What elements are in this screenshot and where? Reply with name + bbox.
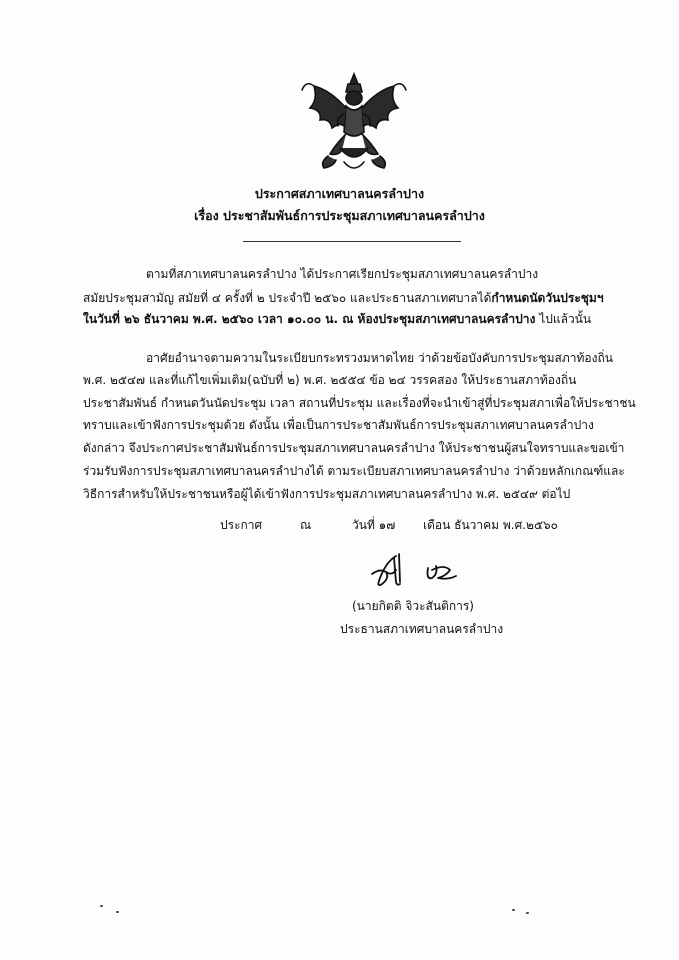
scan-speck (100, 905, 103, 907)
paragraph-2-line-2: พ.ศ. ๒๕๔๗ และที่แก้ไขเพิ่มเติม(ฉบับที่ ๒) พ.ศ. ๒๕๕๔ ข้อ ๒๔ วรรคสอง ให้ประธานสภาท้องถิ่น (83, 373, 577, 387)
paragraph-2-line-5: ดังกล่าว จึงประกาศประชาสัมพันธ์การประชุมสภาเทศบาลนครลำปาง ให้ประชาชนผู้สนใจทราบและขอเข้า (83, 441, 625, 455)
paragraph-2-line-6: ร่วมรับฟังการประชุมสภาเทศบาลนครลำปางได้ ตามระเบียบสภาเทศบาลนครลำปาง ว่าด้วยหลักเกณฑ์และ (83, 464, 625, 478)
announced-label: ประกาศ (220, 518, 263, 532)
signatory-position: ประธานสภาเทศบาลนครลำปาง (340, 622, 504, 636)
paragraph-2-line-1: อาศัยอำนาจตามความในระเบียบกระทรวงมหาดไทย ว่าด้วยข้อบังคับการประชุมสภาท้องถิ่น (146, 351, 613, 365)
at-label: ณ (300, 518, 312, 532)
paragraph-2-line-7: วิธีการสำหรับให้ประชาชนหรือผู้ได้เข้าฟังการประชุมสภาเทศบาลนครลำปาง พ.ศ. ๒๕๔๙ ต่อไป (83, 487, 571, 501)
paragraph-1-line-2-bold: กำหนดนัดวันประชุมฯ (491, 291, 604, 305)
paragraph-1-line-3 (83, 311, 591, 327)
scan-speck (116, 911, 119, 913)
paragraph-1-line-2 (83, 290, 604, 306)
handwritten-signature-icon (366, 548, 476, 594)
paragraph-2-line-4: ทราบและเข้าฟังการประชุมด้วย ดังนั้น เพื่อเป็นการประชาสัมพันธ์การประชุมสภาเทศบาลนครลำปาง (83, 418, 594, 432)
scan-speck (512, 909, 515, 911)
announcement-day: วันที่ ๑๗ (352, 518, 396, 532)
scan-speck (526, 912, 529, 914)
announcement-title: ประกาศสภาเทศบาลนครลำปาง (254, 186, 425, 201)
paragraph-1-line-1: ตามที่สภาเทศบาลนครลำปาง ได้ประกาศเรียกประชุมสภาเทศบาลนครลำปาง (146, 267, 539, 281)
announcement-month-year: เดือน ธันวาคม พ.ศ.๒๕๖๐ (423, 518, 558, 532)
garuda-emblem-icon (300, 70, 408, 178)
signatory-name: (นายกิตติ จิวะสันติการ) (352, 599, 474, 613)
paragraph-1-line-2-text: สมัยประชุมสามัญ สมัยที่ ๔ ครั้งที่ ๒ ประจำปี ๒๕๖๐ และประธานสภาเทศบาลได้ (83, 291, 492, 305)
paragraph-1-line-3-tail: ไปแล้วนั้น (539, 312, 592, 326)
announcement-subject: เรื่อง ประชาสัมพันธ์การประชุมสภาเทศบาลนครลำปาง (194, 208, 485, 223)
meeting-date-location: ในวันที่ ๒๖ ธันวาคม พ.ศ. ๒๕๖๐ เวลา ๑๐.๐๐ น. ณ ห้องประชุมสภาเทศบาลนครลำปาง (83, 312, 536, 326)
heading-divider (243, 241, 461, 242)
paragraph-2-line-3: ประชาสัมพันธ์ กำหนดวันนัดประชุม เวลา สถานที่ประชุม และเรื่องที่จะนำเข้าสู่ที่ประชุมสภาเพื่อให้ประชาชน (83, 396, 636, 410)
